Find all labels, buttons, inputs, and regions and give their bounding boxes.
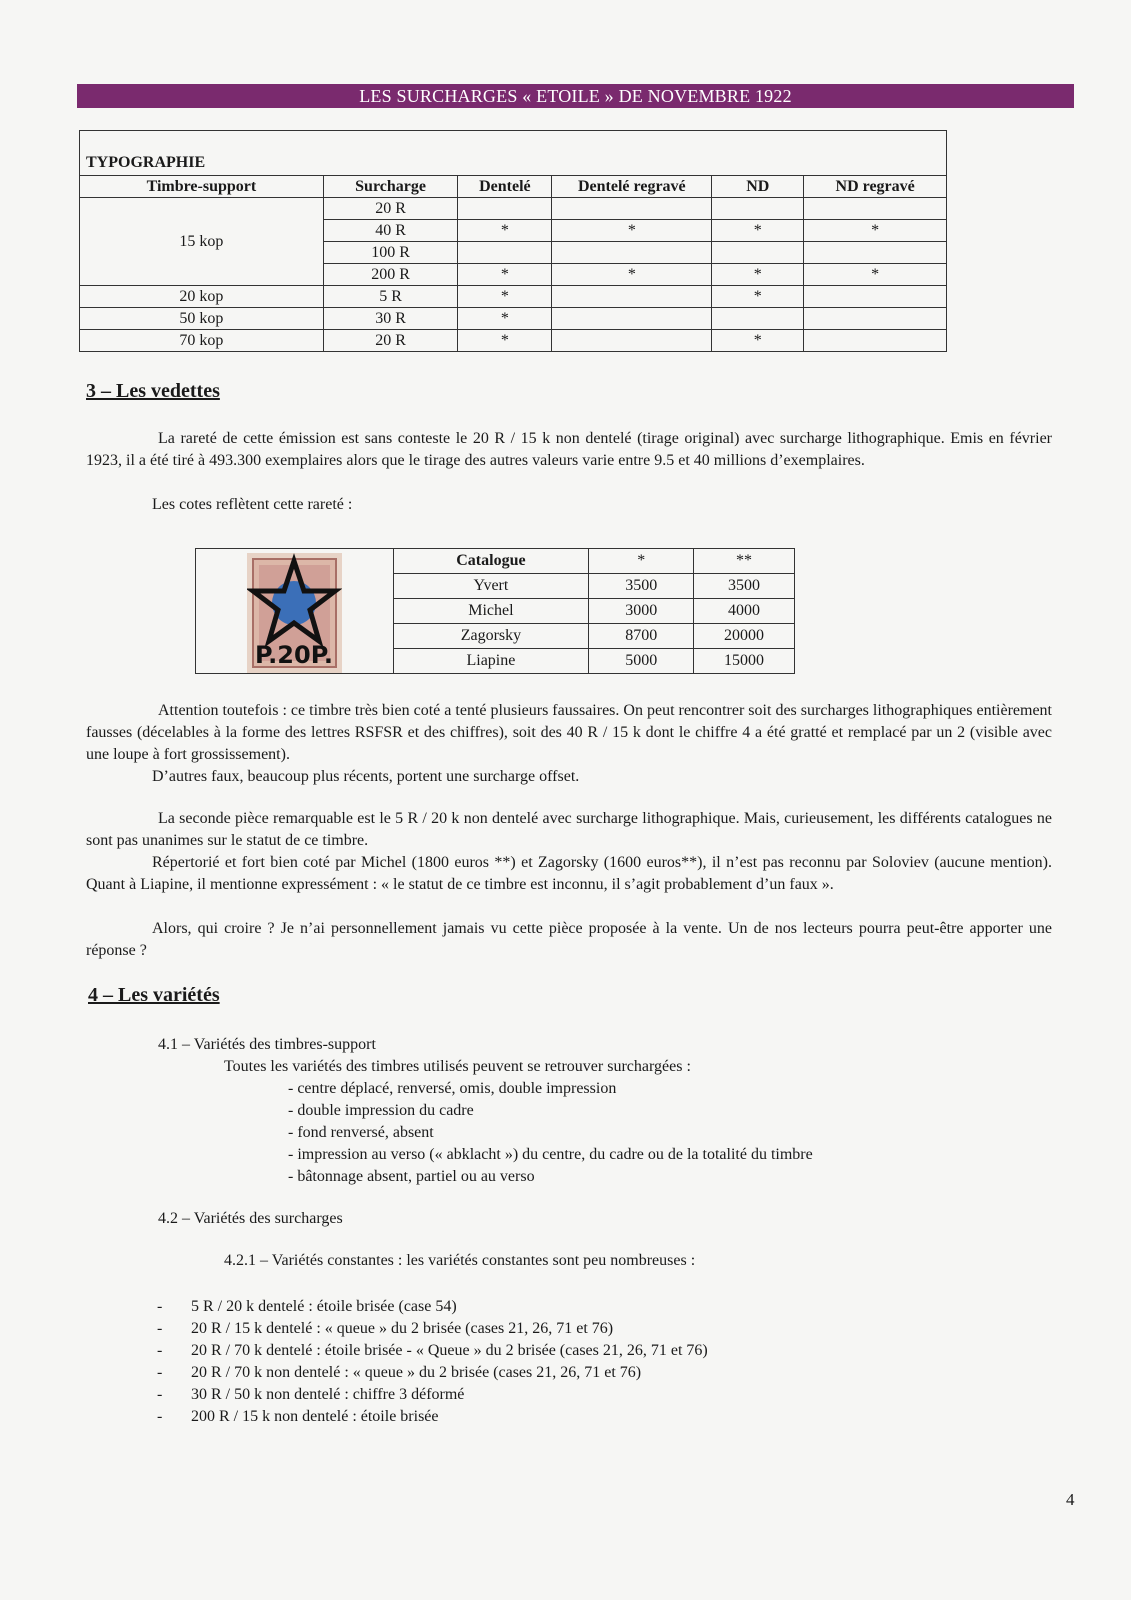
list-item bbox=[157, 1384, 708, 1406]
catalogue-name: Zagorsky bbox=[393, 624, 589, 649]
mark-cell bbox=[552, 198, 712, 220]
support-cell: 50 kop bbox=[80, 308, 324, 330]
table-row bbox=[80, 330, 947, 352]
table-row bbox=[80, 198, 947, 220]
mark-cell: * bbox=[804, 220, 947, 242]
mark-cell: * bbox=[458, 308, 552, 330]
mark-cell bbox=[458, 242, 552, 264]
price-cell: 5000 bbox=[589, 649, 694, 674]
column-header: ND bbox=[712, 176, 804, 198]
section-4-title: 4 – Les variétés bbox=[88, 984, 220, 1006]
paragraph-offset: D’autres faux, beaucoup plus récents, portent une surcharge offset. bbox=[152, 768, 580, 785]
mark-cell: * bbox=[804, 264, 947, 286]
mark-cell: * bbox=[458, 264, 552, 286]
column-header: * bbox=[589, 549, 694, 574]
column-header: ND regravé bbox=[804, 176, 947, 198]
list-bullet: - bbox=[157, 1320, 163, 1337]
list-item bbox=[157, 1318, 708, 1340]
surcharge-cell: 5 R bbox=[323, 286, 458, 308]
mark-cell: * bbox=[458, 330, 552, 352]
price-cell: 20000 bbox=[694, 624, 795, 649]
mark-cell bbox=[804, 242, 947, 264]
constant-varieties-list bbox=[157, 1296, 708, 1428]
paragraph-forgeries: Attention toutefois : ce timbre très bien coté a tenté plusieurs faussaires. On peut rencontrer soit des surcharges lithographiques entièrement fausses (décelables à la forme des lettres RSFSR et des chiffres), soit des 40 R / 15 k dont le chiffre 4 a été gratté et remplacé par un 2 (visible avec une loupe à fort grossissement). bbox=[86, 702, 1052, 763]
subsection-4-1: 4.1 – Variétés des timbres-support bbox=[158, 1036, 376, 1053]
mark-cell bbox=[712, 308, 804, 330]
column-header: Dentelé regravé bbox=[552, 176, 712, 198]
mark-cell: * bbox=[552, 220, 712, 242]
subsection-4-2-1: 4.2.1 – Variétés constantes : les variétés constantes sont peu nombreuses : bbox=[224, 1252, 696, 1269]
mark-cell bbox=[458, 198, 552, 220]
list-item-text: 20 R / 15 k dentelé : « queue » du 2 brisée (cases 21, 26, 71 et 76) bbox=[191, 1320, 614, 1337]
list-bullet: - bbox=[157, 1298, 163, 1315]
mark-cell bbox=[552, 330, 712, 352]
list-item bbox=[157, 1362, 708, 1384]
surcharge-cell: 40 R bbox=[323, 220, 458, 242]
paragraph-rarity: La rareté de cette émission est sans conteste le 20 R / 15 k non dentelé (tirage original) avec surcharge lithographique. Emis en février 1923, il a été tiré à 493.300 exemplaires alors que le tirage des autres valeurs varie entre 9.5 et 40 millions d’exemplaires. bbox=[86, 430, 1052, 469]
mark-cell bbox=[712, 242, 804, 264]
typography-caption: TYPOGRAPHIE bbox=[80, 131, 947, 176]
catalogue-name: Yvert bbox=[393, 574, 589, 599]
mark-cell: * bbox=[458, 220, 552, 242]
mark-cell: * bbox=[712, 330, 804, 352]
price-cell: 8700 bbox=[589, 624, 694, 649]
mark-cell bbox=[552, 242, 712, 264]
stamp-image bbox=[247, 553, 342, 673]
mark-cell bbox=[804, 330, 947, 352]
list-item-text: 5 R / 20 k dentelé : étoile brisée (case 54) bbox=[191, 1298, 457, 1315]
list-item bbox=[157, 1296, 708, 1318]
surcharge-cell: 100 R bbox=[323, 242, 458, 264]
mark-cell: * bbox=[712, 220, 804, 242]
column-header: ** bbox=[694, 549, 795, 574]
list-item bbox=[157, 1340, 708, 1362]
list-item-text: 20 R / 70 k non dentelé : « queue » du 2 brisée (cases 21, 26, 71 et 76) bbox=[191, 1364, 642, 1381]
column-header: Surcharge bbox=[323, 176, 458, 198]
surcharge-cell: 30 R bbox=[323, 308, 458, 330]
list-bullet: - bbox=[157, 1364, 163, 1381]
list-item-text: 20 R / 70 k dentelé : étoile brisée - « Queue » du 2 brisée (cases 21, 26, 71 et 76) bbox=[191, 1342, 708, 1359]
list-item: - impression au verso (« abklacht ») du centre, du cadre ou de la totalité du timbre bbox=[288, 1146, 813, 1163]
cotes-block bbox=[195, 548, 795, 678]
list-bullet: - bbox=[157, 1386, 163, 1403]
mark-cell bbox=[804, 198, 947, 220]
list-item: - centre déplacé, renversé, omis, double impression bbox=[288, 1080, 617, 1097]
surcharge-cell: 20 R bbox=[323, 330, 458, 352]
mark-cell bbox=[712, 198, 804, 220]
mark-cell: * bbox=[458, 286, 552, 308]
list-item: - fond renversé, absent bbox=[288, 1124, 434, 1141]
catalogue-name: Liapine bbox=[393, 649, 589, 674]
table-row bbox=[80, 308, 947, 330]
mark-cell bbox=[552, 308, 712, 330]
section-3-title: 3 – Les vedettes bbox=[86, 380, 220, 402]
subsection-4-1-intro: Toutes les variétés des timbres utilisés peuvent se retrouver surchargées : bbox=[224, 1058, 691, 1075]
support-cell: 15 kop bbox=[80, 198, 324, 286]
price-cell: 15000 bbox=[694, 649, 795, 674]
list-bullet: - bbox=[157, 1408, 163, 1425]
mark-cell bbox=[804, 286, 947, 308]
mark-cell bbox=[552, 286, 712, 308]
support-cell: 70 kop bbox=[80, 330, 324, 352]
page-number: 4 bbox=[1066, 1490, 1075, 1509]
mark-cell bbox=[804, 308, 947, 330]
column-header: Dentelé bbox=[458, 176, 552, 198]
list-item bbox=[157, 1406, 708, 1428]
paragraph-second-piece: La seconde pièce remarquable est le 5 R / 20 k non dentelé avec surcharge lithographique. Mais, curieusement, les différents catalogues ne sont pas unanimes sur le statut de ce timbre. bbox=[86, 810, 1052, 849]
typography-table bbox=[79, 130, 947, 352]
list-item: - double impression du cadre bbox=[288, 1102, 474, 1119]
stamp-overprint-text: P.20P. bbox=[255, 641, 333, 669]
paragraph-cotes-intro: Les cotes reflètent cette rareté : bbox=[152, 496, 353, 513]
list-item-text: 30 R / 50 k non dentelé : chiffre 3 déformé bbox=[191, 1386, 465, 1403]
table-row bbox=[80, 286, 947, 308]
subsection-4-2: 4.2 – Variétés des surcharges bbox=[158, 1210, 343, 1227]
paragraph-question: Alors, qui croire ? Je n’ai personnellement jamais vu cette pièce proposée à la vente. Un de nos lecteurs pourra peut-être apporter une réponse ? bbox=[86, 920, 1052, 959]
price-cell: 3500 bbox=[694, 574, 795, 599]
price-cell: 3000 bbox=[589, 599, 694, 624]
list-item: - bâtonnage absent, partiel ou au verso bbox=[288, 1168, 535, 1185]
catalogue-name: Michel bbox=[393, 599, 589, 624]
list-item-text: 200 R / 15 k non dentelé : étoile brisée bbox=[191, 1408, 439, 1425]
surcharge-cell: 200 R bbox=[323, 264, 458, 286]
section-banner: LES SURCHARGES « ETOILE » DE NOVEMBRE 1922 bbox=[77, 84, 1074, 108]
mark-cell: * bbox=[552, 264, 712, 286]
column-header: Timbre-support bbox=[80, 176, 324, 198]
column-header: Catalogue bbox=[393, 549, 589, 574]
surcharge-cell: 20 R bbox=[323, 198, 458, 220]
mark-cell: * bbox=[712, 264, 804, 286]
support-cell: 20 kop bbox=[80, 286, 324, 308]
support-varieties-list bbox=[288, 1078, 813, 1188]
list-bullet: - bbox=[157, 1342, 163, 1359]
price-cell: 3500 bbox=[589, 574, 694, 599]
mark-cell: * bbox=[712, 286, 804, 308]
paragraph-catalogues: Répertorié et fort bien coté par Michel (1800 euros **) et Zagorsky (1600 euros**), il n’est pas reconnu par Soloviev (aucune mention). Quant à Liapine, il mentionne expressément : « le statut de ce timbre est inconnu, il s’agit probablement d’un faux ». bbox=[86, 854, 1052, 893]
price-cell: 4000 bbox=[694, 599, 795, 624]
